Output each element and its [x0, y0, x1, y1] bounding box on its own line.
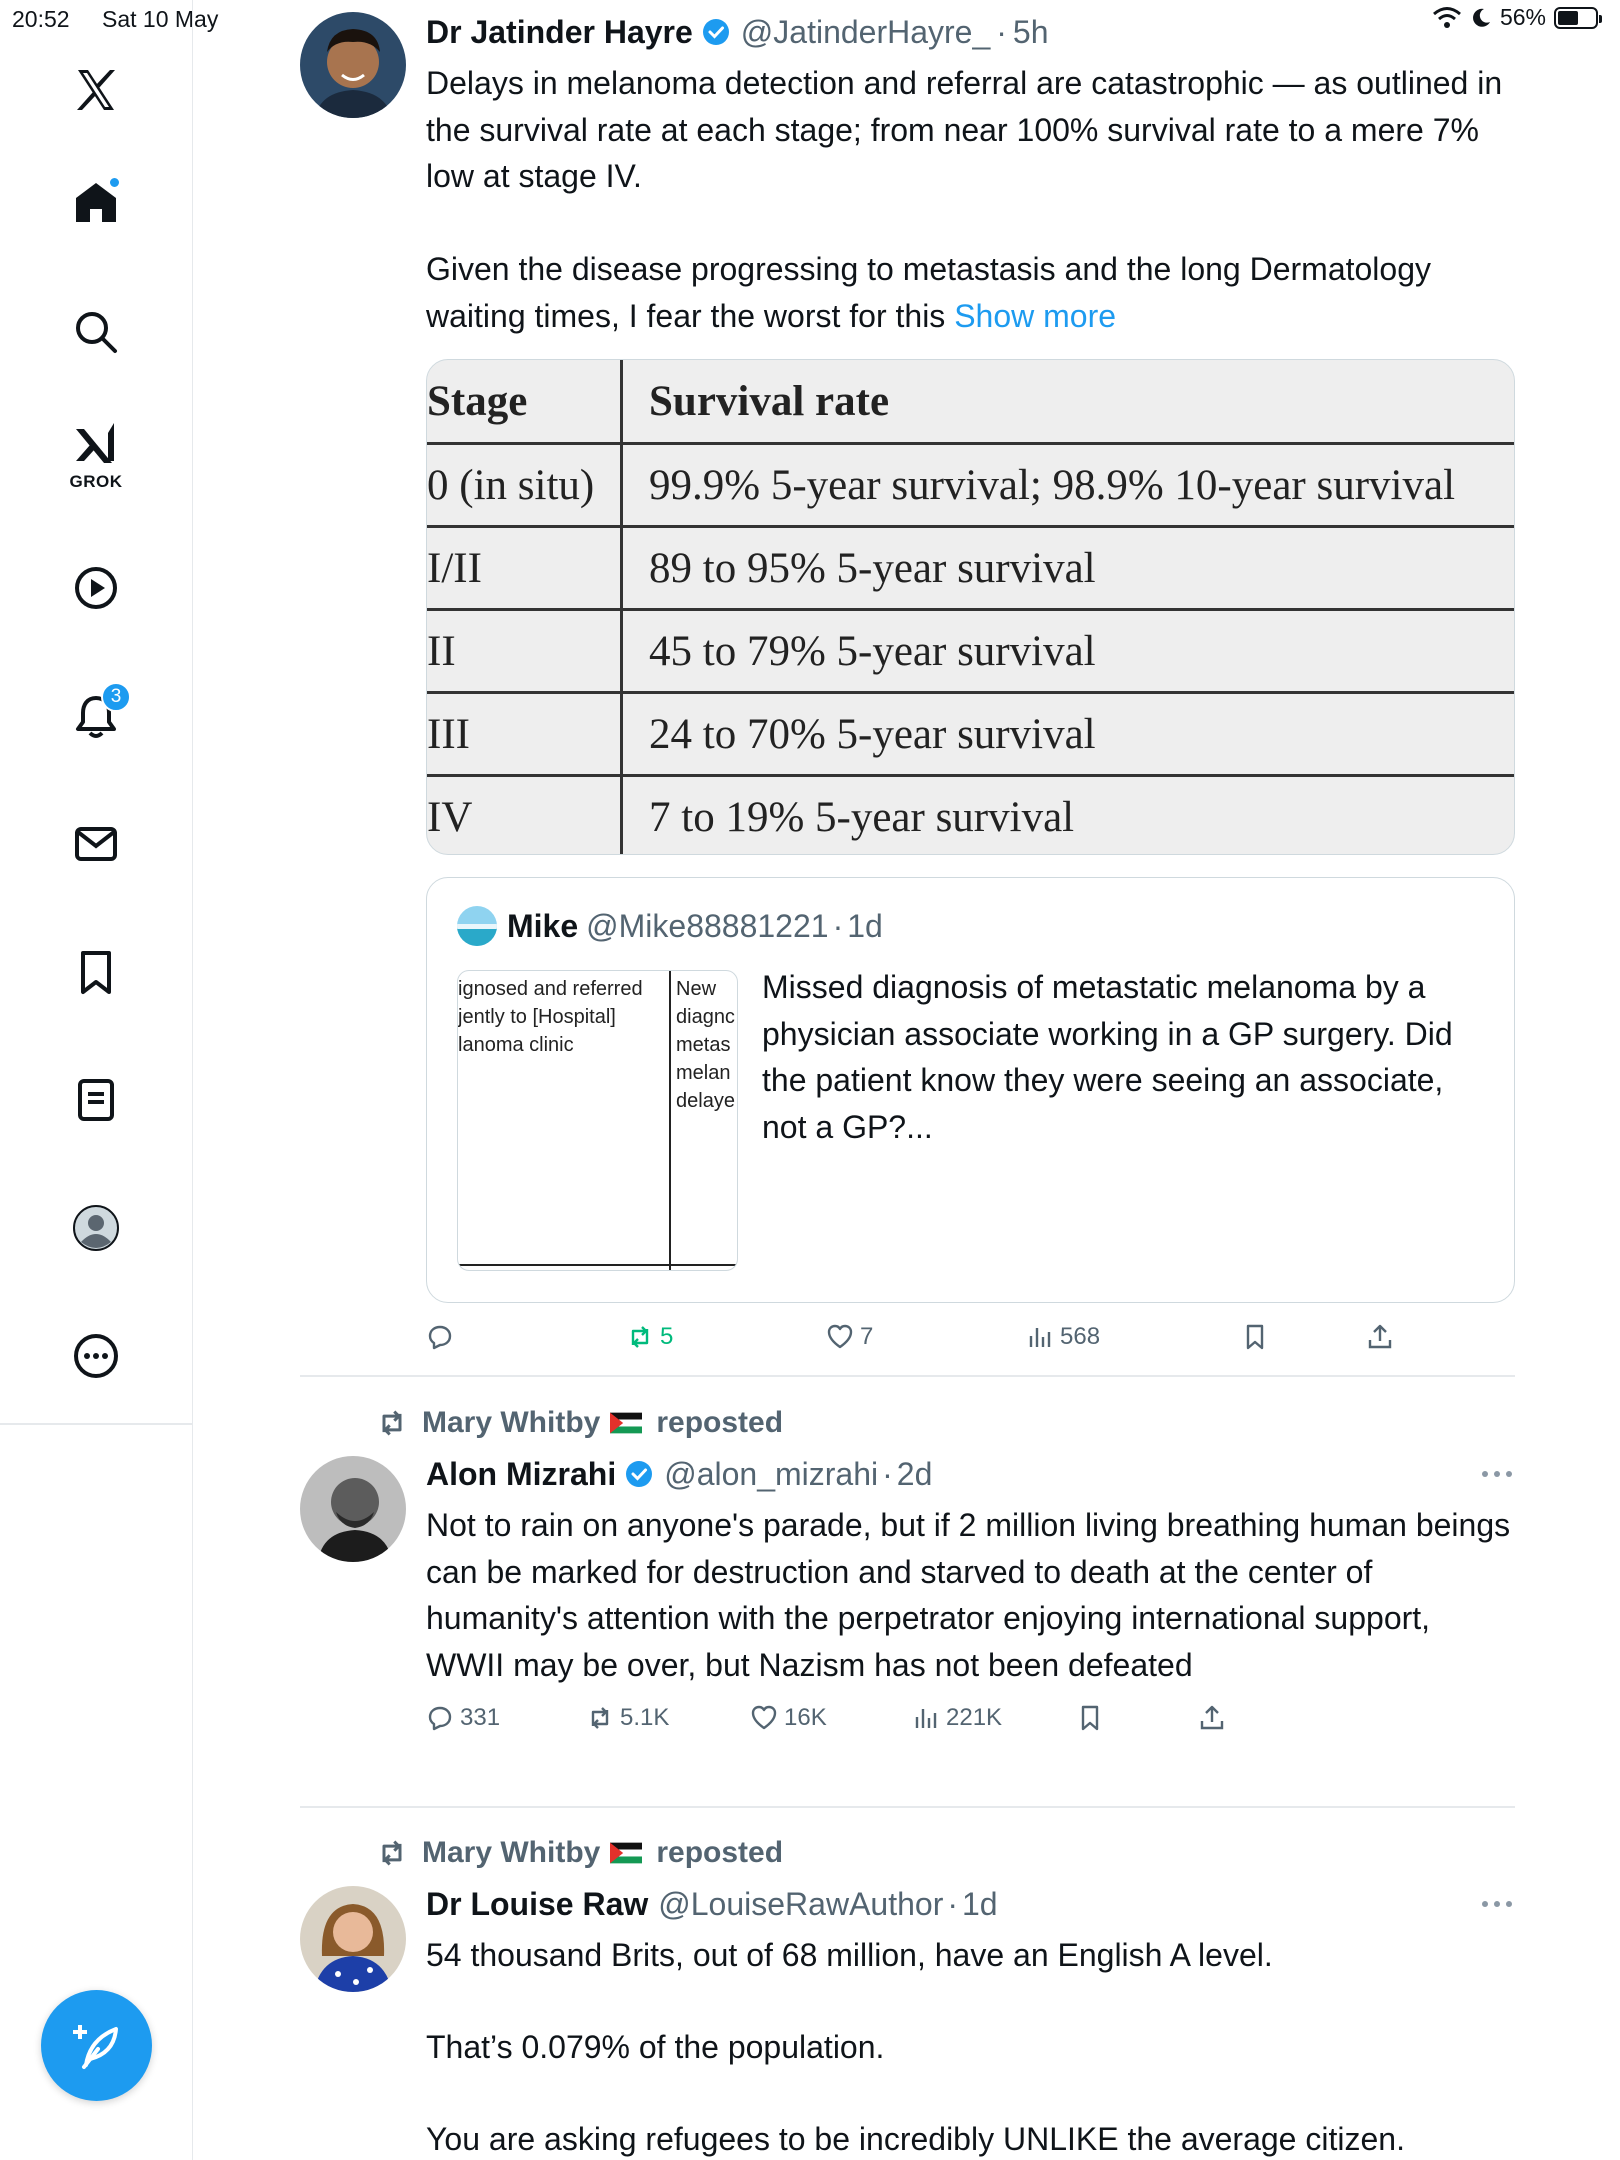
profile-icon [72, 1204, 120, 1252]
quote-display-name[interactable]: Mike [507, 907, 579, 944]
timestamp[interactable]: 2d [896, 1455, 933, 1492]
tweet-header [426, 12, 1515, 52]
tweet-body: Delays in melanoma detection and referral are catastrophic — as outlined in the survival rate at each stage; from near 100% survival rate to a mere 7% low at stage IV. Given the disease progressing to metastasis and the long Dermatology waiting times, I fear the worst for this [426, 65, 1503, 334]
repost-icon [376, 1407, 408, 1439]
more-circle-icon [72, 1332, 120, 1380]
like-button[interactable] [826, 1323, 873, 1351]
palestine-flag-icon [610, 1407, 642, 1439]
bookmark-icon [1076, 1704, 1104, 1732]
tweet-actions [426, 1704, 1515, 1744]
tweet-separator [300, 1375, 1515, 1377]
compose-button[interactable] [41, 1990, 152, 2101]
sidebar-item-explore[interactable] [56, 292, 136, 372]
repost-icon [376, 1837, 408, 1869]
thumb-divider [669, 971, 671, 1271]
verified-badge-icon [701, 17, 731, 47]
sidebar-item-lists[interactable] [56, 1060, 136, 1140]
status-time: 20:52 [12, 6, 70, 32]
reposted-by-name: Mary Whitby [422, 1836, 601, 1869]
status-date: Sat 10 May [102, 6, 219, 32]
table-row [427, 777, 1515, 855]
reply-icon [426, 1323, 454, 1351]
grok-label: GROK [69, 472, 123, 491]
repost-count: 5.1K [620, 1704, 670, 1731]
compose-post-icon [70, 2019, 124, 2073]
repost-icon [586, 1704, 614, 1732]
repost-context[interactable] [376, 1406, 1376, 1440]
tweet-actions [426, 1323, 1515, 1363]
table-header-stage: Stage [427, 377, 528, 425]
palestine-flag-icon [610, 1837, 642, 1869]
thumb-text-left: ignosed and referred jently to [Hospital] lanoma clinic [458, 978, 643, 1056]
sidebar-divider [0, 1423, 193, 1425]
sidebar-item-bookmarks[interactable] [56, 932, 136, 1012]
repost-button[interactable] [586, 1704, 669, 1732]
verified-badge-icon [624, 1459, 654, 1489]
avatar[interactable] [300, 12, 406, 118]
heart-icon [750, 1704, 778, 1732]
x-logo[interactable] [56, 50, 136, 130]
x-logo-icon [72, 66, 120, 114]
table-cell-stage: I/II [427, 544, 482, 592]
table-cell-stage: III [427, 710, 470, 758]
bookmark-button[interactable] [1076, 1704, 1110, 1732]
like-count: 7 [860, 1323, 874, 1350]
display-name[interactable]: Alon Mizrahi [426, 1455, 617, 1492]
reply-icon [426, 1704, 454, 1732]
more-options-icon[interactable] [1479, 1464, 1515, 1484]
views-chart-icon [1026, 1323, 1054, 1351]
views-count: 221K [946, 1704, 1003, 1731]
sidebar-item-notifications[interactable] [56, 676, 136, 756]
notification-badge: 3 [101, 682, 131, 712]
reply-count: 331 [460, 1704, 501, 1731]
bookmark-icon [1241, 1323, 1269, 1351]
timestamp[interactable]: 1d [962, 1885, 998, 1922]
reposted-label: reposted [656, 1406, 784, 1439]
home-notification-dot [108, 176, 121, 189]
sidebar-item-grok[interactable] [56, 414, 136, 494]
table-cell-stage: IV [427, 793, 473, 841]
table-cell-rate: 7 to 19% 5-year survival [649, 793, 1075, 841]
table-cell-rate: 89 to 95% 5-year survival [649, 544, 1096, 592]
separator-dot: · [832, 907, 844, 944]
table-cell-stage: II [427, 627, 456, 675]
timestamp[interactable]: 5h [1012, 13, 1049, 50]
search-icon [72, 308, 120, 356]
table-cell-rate: 24 to 70% 5-year survival [649, 710, 1096, 758]
display-name[interactable]: Dr Louise Raw [426, 1885, 649, 1922]
quote-media-thumbnail[interactable] [457, 970, 738, 1271]
table-row [427, 694, 1515, 774]
quote-handle: @Mike88881221 [586, 907, 829, 944]
sidebar-nav [0, 0, 193, 2160]
thumb-text-right: New diagnc metas melan delaye [676, 978, 735, 1112]
quote-avatar [457, 906, 497, 946]
sidebar-item-profile[interactable] [56, 1188, 136, 1268]
repost-button[interactable] [626, 1323, 673, 1351]
sidebar-item-videos[interactable] [56, 548, 136, 628]
quote-header [457, 906, 883, 946]
tweet-text [426, 60, 1515, 339]
separator-dot: · [882, 1455, 893, 1492]
avatar-photo [300, 12, 406, 118]
table-row [427, 528, 1515, 608]
quoted-tweet[interactable] [426, 877, 1515, 1303]
bookmark-button[interactable] [1241, 1323, 1275, 1351]
table-row [427, 611, 1515, 691]
table-header-survival: Survival rate [649, 377, 890, 425]
grok-icon [72, 419, 120, 467]
show-more-link[interactable]: Show more [954, 297, 1117, 334]
sidebar-item-home[interactable] [56, 162, 136, 242]
quote-timestamp: 1d [847, 907, 883, 944]
like-button[interactable] [750, 1704, 827, 1732]
repost-count: 5 [660, 1323, 674, 1350]
share-icon [1198, 1704, 1226, 1732]
tweet-header [426, 1884, 1515, 1924]
avatar-photo [300, 1886, 406, 1992]
handle[interactable]: @LouiseRawAuthor [658, 1885, 944, 1922]
separator-dot: · [996, 13, 1007, 50]
share-icon [1366, 1323, 1394, 1351]
battery-icon [1554, 7, 1598, 29]
repost-icon [626, 1323, 654, 1351]
display-name[interactable]: Dr Jatinder Hayre [426, 13, 693, 50]
views-count: 568 [1060, 1323, 1101, 1350]
thumb-rule [458, 1264, 738, 1266]
sidebar-item-more[interactable] [56, 1316, 136, 1396]
table-cell-rate: 99.9% 5-year survival; 98.9% 10-year survival [649, 461, 1456, 509]
avatar[interactable] [300, 1886, 406, 1992]
views-chart-icon [912, 1704, 940, 1732]
mail-icon [72, 820, 120, 868]
table-header-row [427, 360, 1515, 442]
like-count: 16K [784, 1704, 827, 1731]
play-icon [72, 564, 120, 612]
tweet-header [426, 1454, 1515, 1494]
reposted-by-name: Mary Whitby [422, 1406, 601, 1439]
quote-text: Missed diagnosis of metastatic melanoma by a physician associate working in a GP surgery. Did the patient know they were seeing an associate, not a GP?... [762, 969, 1453, 1145]
avatar[interactable] [300, 1456, 406, 1562]
table-cell-stage: 0 (in situ) [427, 461, 595, 509]
list-icon [72, 1076, 120, 1124]
table-cell-rate: 45 to 79% 5-year survival [649, 627, 1096, 675]
views-button[interactable] [912, 1704, 1002, 1732]
reply-button[interactable] [426, 1323, 460, 1351]
handle[interactable]: @JatinderHayre_ [740, 13, 991, 50]
avatar-photo [300, 1456, 406, 1562]
handle[interactable]: @alon_mizrahi [664, 1455, 879, 1492]
views-button[interactable] [1026, 1323, 1100, 1351]
separator-dot: · [947, 1885, 958, 1922]
more-options-icon[interactable] [1479, 1894, 1515, 1914]
tweet-separator [300, 1806, 1515, 1808]
reply-button[interactable] [426, 1704, 500, 1732]
heart-icon [826, 1323, 854, 1351]
share-button[interactable] [1198, 1704, 1232, 1732]
sidebar-item-messages[interactable] [56, 804, 136, 884]
tweet-media-image[interactable] [426, 359, 1515, 855]
tweet-text: 54 thousand Brits, out of 68 million, have an English A level. That’s 0.079% of the population. You are asking refugees to be incredibly UNLIKE the average citizen. [426, 1937, 1405, 2157]
bookmark-icon [72, 948, 120, 996]
battery-percent: 56% [1499, 4, 1546, 30]
table-row [427, 445, 1515, 525]
repost-context[interactable] [376, 1836, 1376, 1870]
share-button[interactable] [1366, 1323, 1400, 1351]
reposted-label: reposted [656, 1836, 784, 1869]
tweet-text: Not to rain on anyone's parade, but if 2 million living breathing human beings can be marked for destruction and starved to death at the center of humanity's attention with the perpetrator enjoying international support, WWII may be over, but Nazism has not been defeated [426, 1507, 1519, 1683]
